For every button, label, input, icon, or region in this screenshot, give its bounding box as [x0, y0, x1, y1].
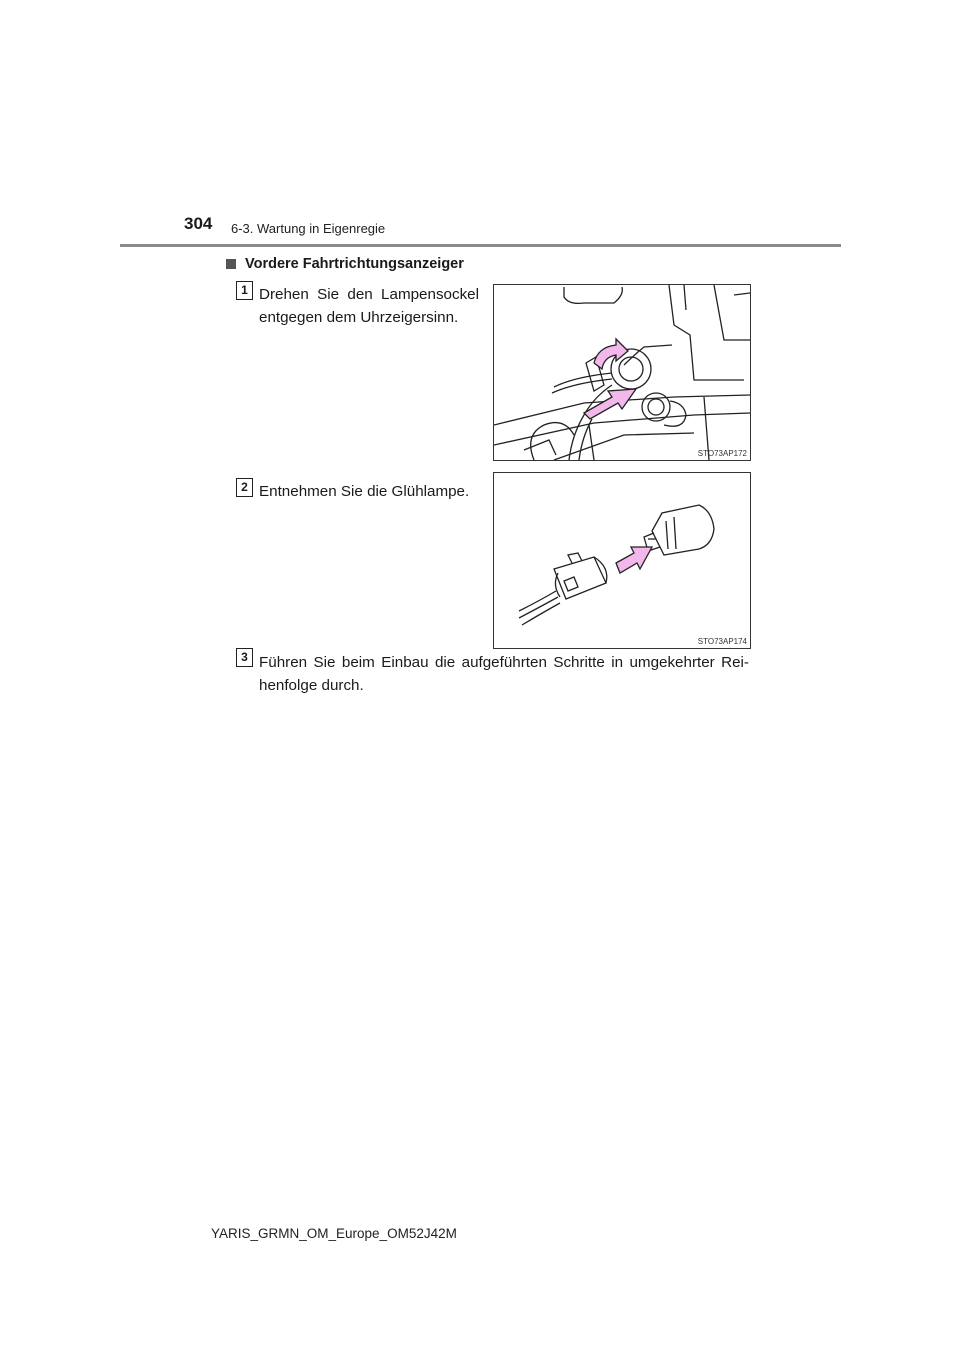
- page-number: 304: [184, 214, 213, 233]
- square-bullet-icon: [226, 259, 236, 269]
- figure-remove-bulb: [493, 472, 751, 649]
- socket-rotation-illustration: [494, 285, 750, 460]
- subsection-heading: [226, 256, 464, 272]
- figure-1-code: STO73AP172: [697, 449, 747, 458]
- figure-remove-socket: [493, 284, 751, 461]
- step-3-text: Führen Sie beim Einbau die aufgeführten Schritte in umgekehrter Rei-henfolge durch.: [259, 654, 749, 694]
- document-footer: YARIS_GRMN_OM_Europe_OM52J42M: [211, 1226, 457, 1241]
- step-2-text: Entnehmen Sie die Glühlampe.: [259, 483, 470, 500]
- bulb-removal-illustration: [494, 473, 750, 648]
- step-1-text: Drehen Sie den Lampensockel entgegen dem Uhrzeigersinn.: [259, 286, 479, 326]
- step-3-badge: 3: [236, 648, 253, 667]
- step-1-badge: 1: [236, 281, 253, 300]
- section-title: 6-3. Wartung in Eigenregie: [231, 221, 386, 236]
- subsection-heading-text: Vordere Fahrtrichtungsanzeiger: [245, 256, 464, 272]
- figure-2-code: STO73AP174: [697, 637, 747, 646]
- step-2-badge: 2: [236, 478, 253, 497]
- header-rule: [120, 244, 841, 247]
